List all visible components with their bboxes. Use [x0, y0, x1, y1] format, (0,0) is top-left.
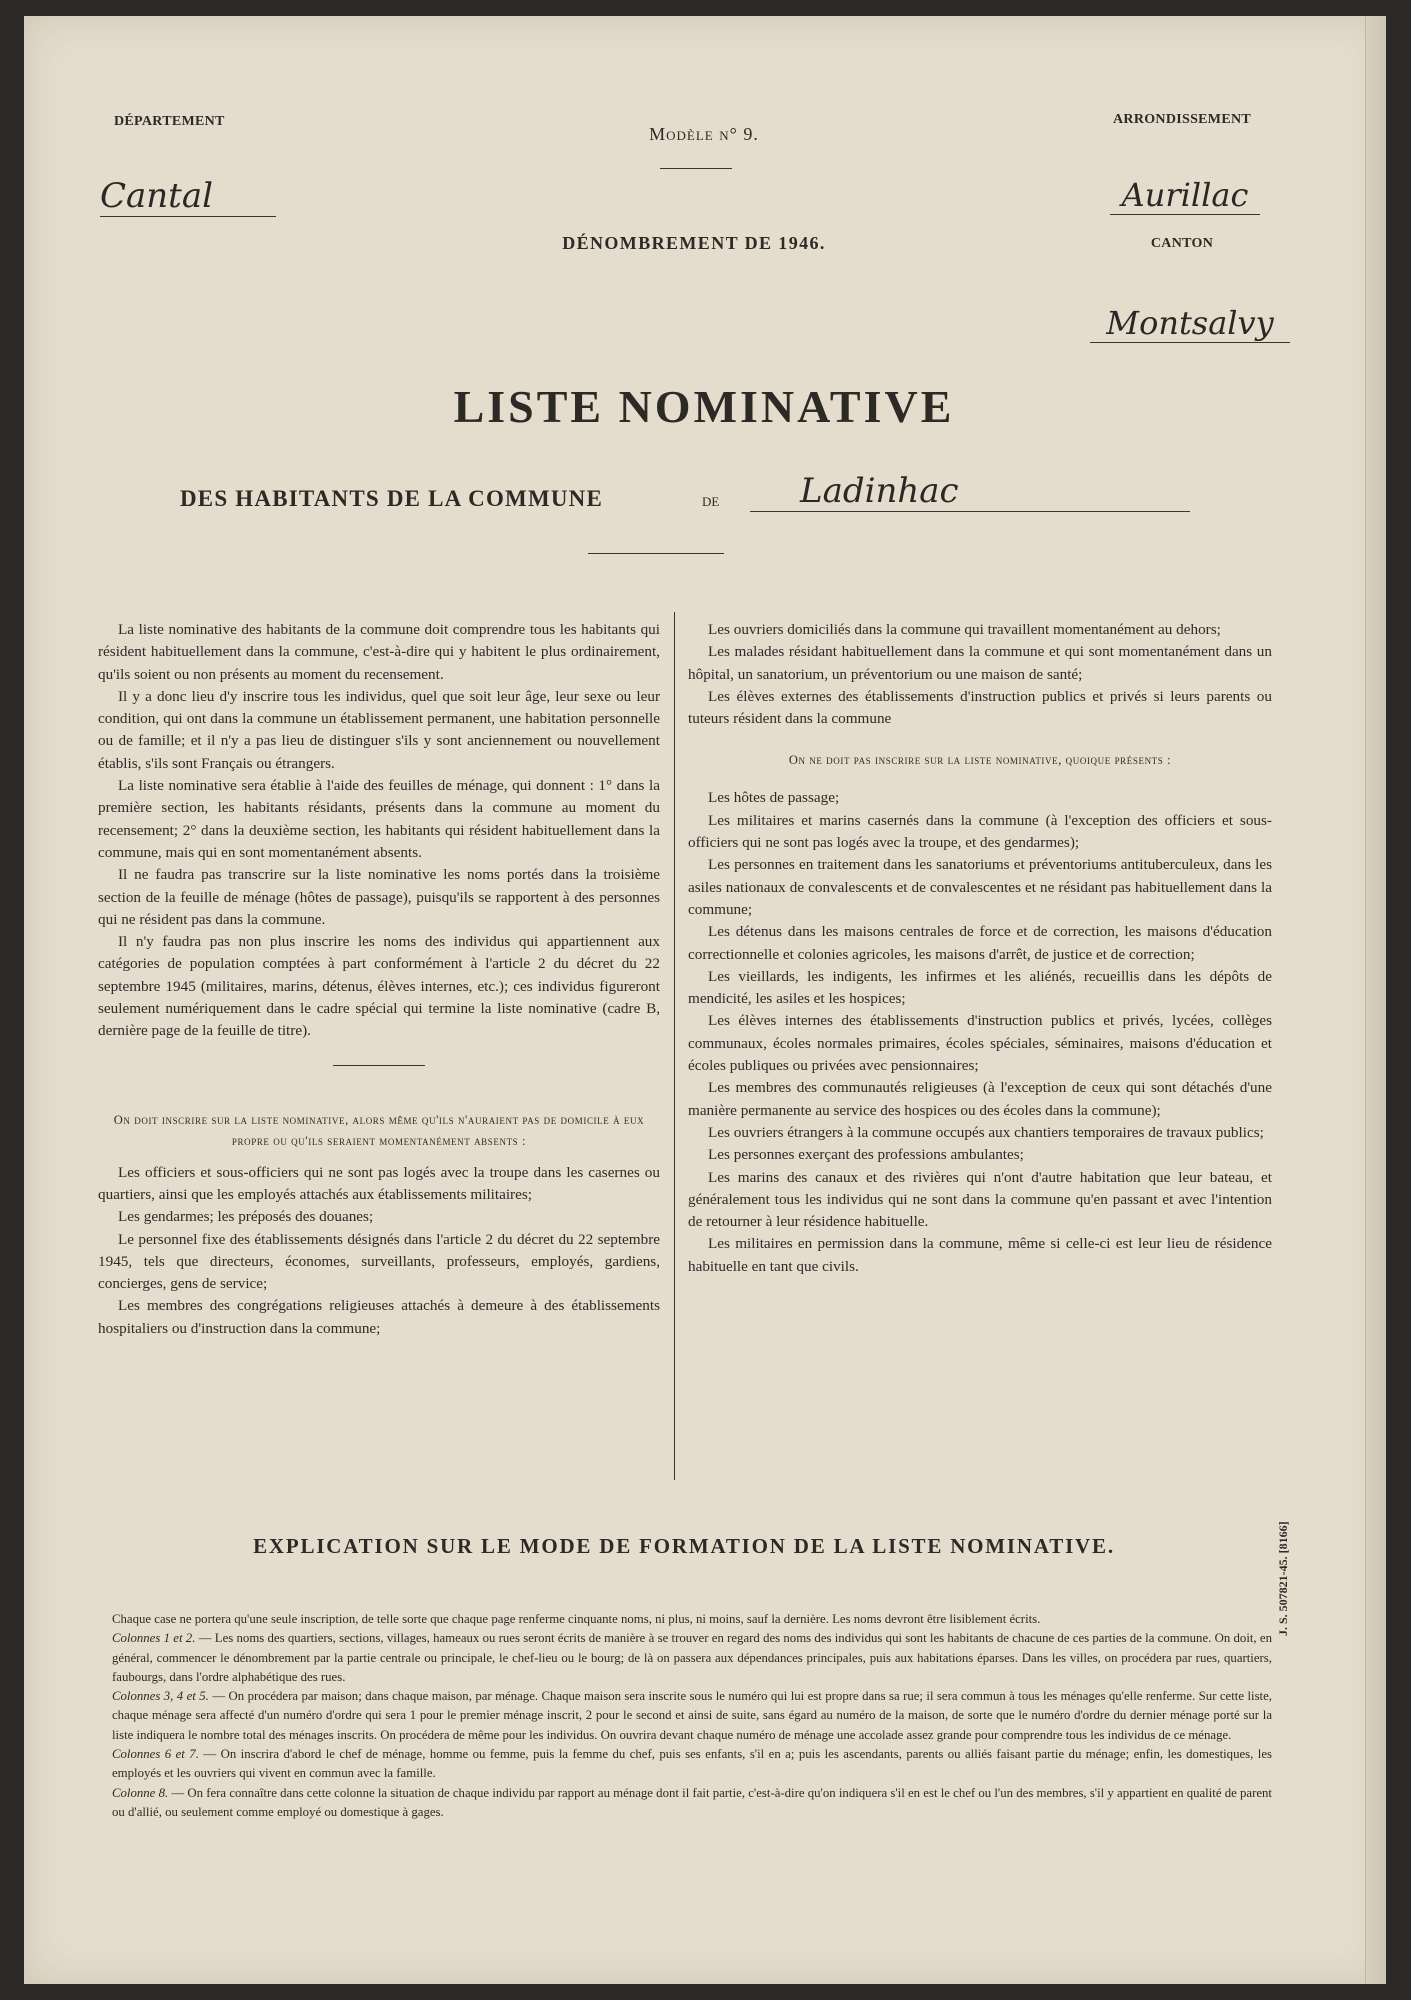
explication-block	[112, 1687, 1272, 1745]
explication-text: — On inscrira d'abord le chef de ménage, homme ou femme, puis la femme du chef, puis ses enfants, s'il en a; puis les ascendants, parents ou alliés faisant partie du ménage; enfin, les domestiques, les employés et les ouvriers qui vivent en commun avec la famille.	[112, 1747, 1272, 1781]
instruction-paragraph: La liste nominative des habitants de la commune doit comprendre tous les habitants qui résident habituellement dans la commune, c'est-à-dire qui y habitent le plus ordinairement, qu'ils soient ou non présents au moment du recensement.	[98, 621, 660, 683]
arrondissement-label: ARRONDISSEMENT	[1113, 112, 1251, 127]
instruction-paragraph: Il y a donc lieu d'y inscrire tous les individus, quel que soit leur âge, leur sexe ou leur condition, qui ont dans la commune un établissement permanent, une habitation personnelle ou de famille; et il n'y a pas lieu de distinguer s'ils y sont anciennement ou nouvellement établis, s'ils sont Français ou étrangers.	[98, 687, 660, 772]
explication-lead: Colonnes 6 et 7.	[112, 1747, 199, 1762]
explication-text: — Les noms des quartiers, sections, villages, hameaux ou rues seront écrits de manière à se trouver en regard des noms des individus qui sont les habitants de chacune de ces parties de la commune. On doit, en général, commencer le dénombrement par la partie centrale ou principale, le chef-lieu ou le bourg; de là on passera aux dépendances principales, puis aux habitations éparses. Dans les villes, on procédera par rues, quartiers, faubourgs, dans l'ordre alphabétique des rues.	[112, 1631, 1272, 1684]
inscribe-item: Les élèves externes des établissements d'instruction publics et privés si leurs parents ou tuteurs résident dans la commune	[688, 687, 1272, 728]
exclude-item: Les militaires en permission dans la commune, même si celle-ci est leur lieu de résidence habituelle en tant que civils.	[688, 1235, 1272, 1275]
departement-value: Cantal	[100, 176, 276, 217]
instruction-paragraph: La liste nominative sera établie à l'aide des feuilles de ménage, qui donnent : 1° dans la première section, les habitants résidants, présents dans la commune au moment du recensement; 2° dans la deuxième section, les habitants qui résident habituellement dans la commune, mais qui en sont momentanément absents.	[98, 777, 660, 861]
title-rule	[588, 553, 724, 554]
exclude-item: Les marins des canaux et des rivières qui n'ont d'autre habitation que leur bateau, et généralement tous les individus qui ne sont dans la commune qu'en passant et avec l'intention de retourner à leur résidence habituelle.	[688, 1168, 1272, 1231]
inscribe-item: Les malades résidant habituellement dans la commune et qui sont momentanément dans un hôpital, un sanatorium, un préventorium ou une maison de santé;	[688, 643, 1272, 683]
commune-name: Ladinhac	[750, 471, 1190, 512]
paper-edge	[1365, 16, 1386, 1984]
header-rule	[660, 168, 732, 169]
explication-text: — On procédera par maison; dans chaque maison, par ménage. Chaque maison sera inscrite sous le numéro qui lui est propre dans sa rue; il sera commun à tous les ménages qu'elle renferme. Sur cette liste, chaque ménage sera affecté d'un numéro d'ordre qui sera 1 pour le premier ménage inscrit, 2 pour le second et ainsi de suite, sans égard au numéro de la maison, de sorte que le numéro d'ordre du dernier ménage porté sur la liste indiquera le nombre total des ménages inscrits. On procédera de même pour les individus. On ouvrira devant chaque numéro de ménage une accolade assez grande pour comprendre tous les individus de ce ménage.	[112, 1689, 1272, 1742]
explication-lead: Colonnes 1 et 2.	[112, 1631, 196, 1646]
exclude-item: Les élèves internes des établissements d'instruction publics et privés, lycées, collèges communaux, écoles normales primaires, écoles spéciales, séminaires, maisons d'éducation et écoles publiques ou privées avec pensionnaires;	[688, 1012, 1272, 1075]
exclude-item: Les hôtes de passage;	[708, 789, 840, 807]
column-divider	[674, 612, 675, 1480]
explication-block	[112, 1745, 1272, 1784]
explication-block	[112, 1784, 1272, 1823]
commune-de: de	[702, 490, 720, 511]
exclude-item: Les ouvriers étrangers à la commune occupés aux chantiers temporaires de travaux publics;	[708, 1123, 1264, 1141]
left-column	[98, 619, 660, 1340]
inscribe-item: Les gendarmes; les préposés des douanes;	[118, 1208, 374, 1226]
printer-imprint: J. S. 507821-45. [8166]	[1276, 1521, 1290, 1636]
exclude-item: Les militaires et marins casernés dans la commune (à l'exception des officiers et sous-officiers qui ne sont pas logés avec la troupe, et des gendarmes);	[688, 811, 1272, 852]
census-form-sheet	[24, 16, 1386, 1984]
departement-label: DÉPARTEMENT	[114, 114, 225, 129]
exclude-item: Les vieillards, les indigents, les infirmes et les aliénés, recueillis dans les dépôts de mendicité, les asiles et les hospices;	[688, 967, 1272, 1008]
exclude-item: Les détenus dans les maisons centrales de force et de correction, les maisons d'éducation correctionnelle et colonies agricoles, les maisons d'arrêt, de justice et de correction;	[688, 923, 1272, 963]
explication-title: EXPLICATION SUR LE MODE DE FORMATION DE LA LISTE NOMINATIVE.	[253, 1534, 1115, 1558]
exclude-item: Les personnes exerçant des professions ambulantes;	[708, 1146, 1024, 1164]
inscribe-item: Les officiers et sous-officiers qui ne sont pas logés avec la troupe dans les casernes ou quartiers, ainsi que les employés attachés aux établissements militaires;	[98, 1163, 660, 1203]
denombrement-heading: DÉNOMBREMENT DE 1946.	[562, 233, 826, 253]
explication-body	[112, 1610, 1272, 1822]
page-title: LISTE NOMINATIVE	[453, 381, 955, 432]
section-rule	[333, 1065, 425, 1066]
explication-intro: Chaque case ne portera qu'une seule inscription, de telle sorte que chaque page renferme cinquante noms, ni plus, ni moins, sauf la dernière. Les noms devront être lisiblement écrits.	[112, 1612, 1041, 1626]
exclude-heading: On ne doit pas inscrire sur la liste nominative, quoique présents :	[788, 753, 1172, 768]
canton-label: CANTON	[1150, 236, 1214, 251]
inscribe-item: Les ouvriers domiciliés dans la commune qui travaillent momentanément au dehors;	[708, 621, 1221, 638]
inscribe-heading: On doit inscrire sur la liste nominative, alors même qu'ils n'auraient pas de domicile à eux propre ou qu'ils seraient momentanément absents :	[113, 1112, 645, 1148]
explication-lead: Colonnes 3, 4 et 5.	[112, 1689, 209, 1704]
inscribe-item: Le personnel fixe des établissements désignés dans l'article 2 du décret du 22 septembre 1945, tels que directeurs, économes, surveillants, professeurs, employés, gardiens, concierges, gens de service;	[98, 1230, 660, 1293]
explication-lead: Colonne 8.	[112, 1785, 169, 1800]
instruction-paragraph: Il ne faudra pas transcrire sur la liste nominative les noms portés dans la troisième section de la feuille de ménage (hôtes de passage), puisqu'ils se rapportent à des personnes qui ne résident pas dans la commune.	[98, 866, 660, 928]
right-column	[688, 619, 1272, 1278]
arrondissement-value: Aurillac	[1110, 176, 1260, 215]
exclude-item: Les personnes en traitement dans les sanatoriums et préventoriums antituberculeux, dans les asiles nationaux de convalescents et de convalescentes et ne résidant pas habituellement dans la commune;	[688, 856, 1272, 918]
modele-number: Modèle n° 9.	[649, 124, 759, 144]
explication-text: — On fera connaître dans cette colonne la situation de chaque individu par rapport au ménage dont il fait partie, c'est-à-dire qu'on indiquera s'il en est le chef ou l'un des membres, s'il y appartient en qualité de parent ou d'allié, ou seulement comme employé ou domestique à gages.	[112, 1785, 1272, 1819]
explication-block	[112, 1629, 1272, 1687]
canton-value: Montsalvy	[1090, 304, 1290, 343]
inscribe-item: Les membres des congrégations religieuses attachés à demeure à des établissements hospitaliers ou d'instruction dans la commune;	[98, 1297, 660, 1337]
instruction-paragraph: Il n'y faudra pas non plus inscrire les noms des individus qui appartiennent aux catégories de population comptées à part conformément à l'article 2 du décret du 22 septembre 1945 (militaires, marins, détenus, élèves internes, etc.); ces individus figureront seulement numériquement dans le cadre spécial qui termine la liste nominative (cadre B, dernière page de la feuille de titre).	[98, 933, 660, 1040]
commune-prefix: DES HABITANTS DE LA COMMUNE	[180, 486, 604, 511]
exclude-item: Les membres des communautés religieuses (à l'exception de ceux qui sont détachés d'une manière permanente au service des hospices ou des écoles dans la commune);	[688, 1079, 1272, 1119]
